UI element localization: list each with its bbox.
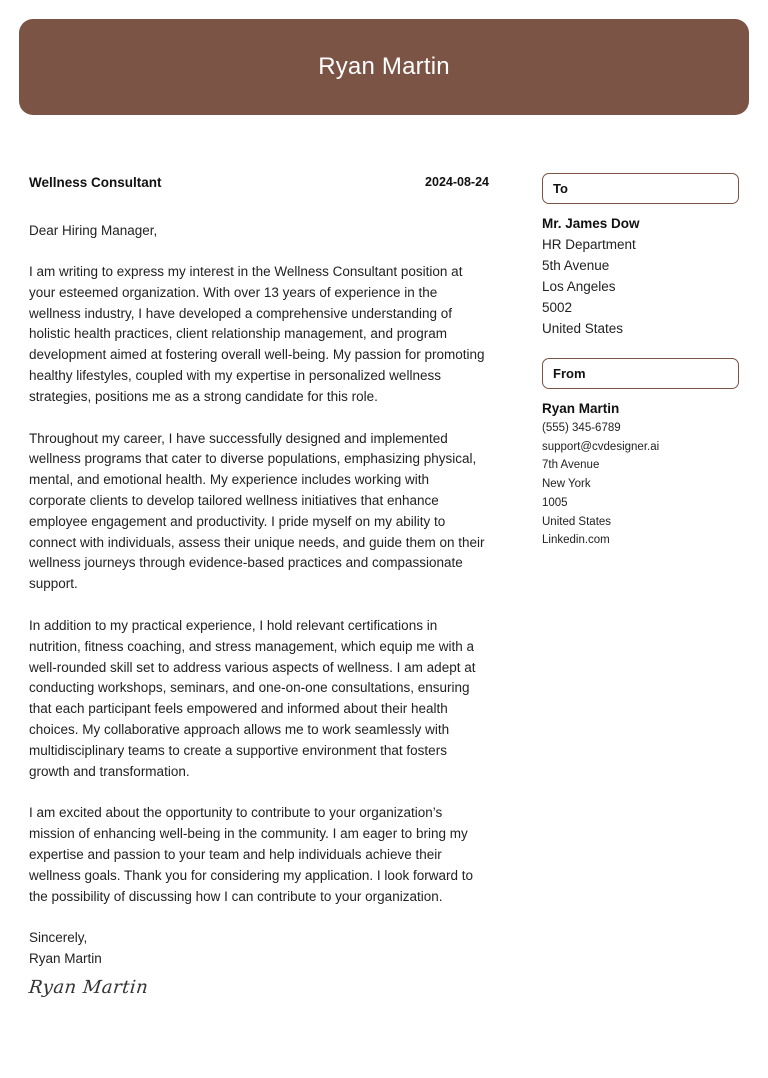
sender-zip: 1005: [542, 496, 568, 509]
salutation: Dear Hiring Manager,: [29, 223, 158, 238]
sender-street: 7th Avenue: [542, 459, 600, 472]
sender-email: support@cvdesigner.ai: [542, 440, 660, 453]
to-label-box: [542, 173, 739, 204]
paragraph: In addition to my practical experience, I hold relevant certifications in nutrition, fitness coaching, and stress management, which equip me with a well-rounded skill set to address various aspects of wellness. I am adept at conducting workshops, seminars, and one-on-one consultations, ensuring that each participant feels empowered and informed about their health choices. My collaborative approach allows me to work seamlessly with multidisciplinary teams to create a supportive environment that fosters growth and transformation.: [29, 617, 476, 779]
closing: Sincerely,: [29, 930, 88, 946]
to-label: To: [553, 181, 568, 196]
recipient-zip: 5002: [542, 300, 573, 315]
letter-date: 2024-08-24: [425, 175, 489, 189]
closing-name: Ryan Martin: [29, 951, 102, 967]
header-banner: [19, 19, 749, 115]
signature: Ryan Martin: [27, 977, 150, 999]
sidebar: [542, 173, 739, 550]
paragraph: I am writing to express my interest in the Wellness Consultant position at your esteemed organization. With over 13 years of experience in the wellness industry, I have developed a comprehensive understanding of holistic health practices, client relationship management, and program development aimed at fostering overall well-being. My passion for promoting healthy lifestyles, coupled with my expertise in personalized wellness strategies, positions me as a strong candidate for this role.: [29, 264, 485, 404]
letter-body: [29, 170, 489, 998]
recipient-country: United States: [542, 321, 624, 336]
recipient-block: [542, 213, 739, 339]
paragraph: Throughout my career, I have successfully designed and implemented wellness programs that cater to diverse populations, emphasizing physical, mental, and emotional health. My experience includes working with corporate clients to develop tailored wellness initiatives that enhance employee engagement and productivity. I pride myself on my ability to connect with individuals, assess their unique needs, and guide them on their wellness journeys through evidence-based practices and compassionate support.: [29, 430, 485, 592]
recipient-name: Mr. James Dow: [542, 216, 640, 231]
recipient-department: HR Department: [542, 237, 636, 252]
recipient-city: Los Angeles: [542, 279, 616, 294]
from-label: From: [553, 366, 586, 381]
job-title: Wellness Consultant: [29, 174, 162, 190]
sender-country: United States: [542, 515, 612, 528]
paragraph: I am excited about the opportunity to contribute to your organization’s mission of enhancing well-being in the community. I am eager to bring my expertise and passion to your team and help individuals achieve their wellness goals. Thank you for considering my application. I look forward to the possibility of discussing how I can contribute to your organization.: [29, 805, 473, 904]
sender-name: Ryan Martin: [542, 401, 620, 416]
sender-city: New York: [542, 478, 591, 491]
recipient-street: 5th Avenue: [542, 258, 610, 273]
closing-block: [29, 927, 489, 969]
applicant-name: Ryan Martin: [318, 53, 450, 80]
sender-website: Linkedin.com: [542, 534, 610, 547]
sender-block: [542, 398, 739, 550]
title-row: [29, 170, 489, 194]
from-label-box: [542, 358, 739, 389]
sender-phone: (555) 345-6789: [542, 422, 621, 434]
